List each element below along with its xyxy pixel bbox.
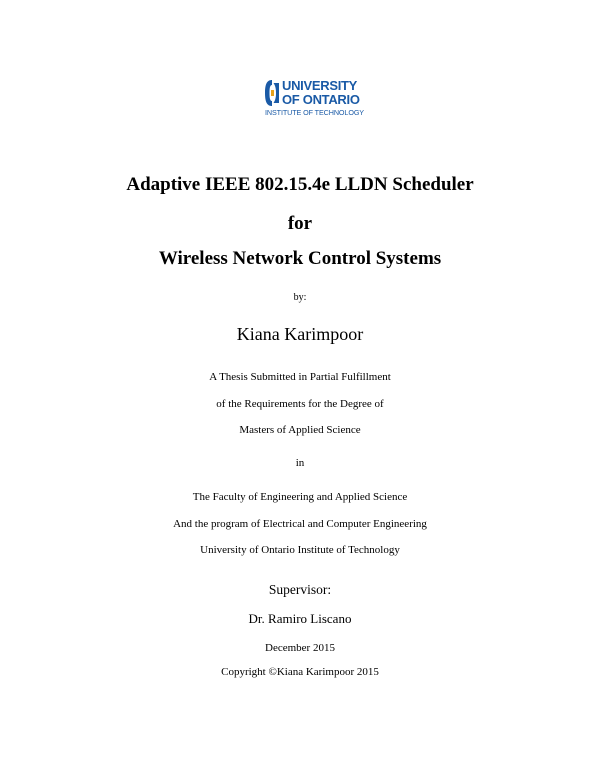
logo-text-university: UNIVERSITY: [282, 78, 358, 93]
faculty-line2: And the program of Electrical and Computer Engineering: [173, 518, 427, 530]
copyright-notice: Copyright ©Kiana Karimpoor 2015: [221, 666, 379, 678]
supervisor-name: Dr. Ramiro Liscano: [248, 611, 352, 626]
faculty-line1: The Faculty of Engineering and Applied Science: [192, 491, 408, 503]
logo-text-institute: INSTITUTE OF TECHNOLOGY: [265, 108, 364, 117]
by-label: by:: [293, 292, 307, 303]
faculty-line3: University of Ontario Institute of Technology: [200, 544, 400, 556]
university-shield-icon: [265, 80, 279, 106]
degree-name: Masters of Applied Science: [239, 424, 361, 436]
author-name: Kiana Karimpoor: [236, 324, 364, 344]
thesis-title-line2: for: [287, 213, 313, 234]
supervisor-label: Supervisor:: [268, 582, 332, 597]
submission-line1: A Thesis Submitted in Partial Fulfillment: [209, 371, 391, 383]
thesis-title-line3: Wireless Network Control Systems: [158, 248, 442, 269]
university-logo: [265, 78, 375, 122]
thesis-title-line1: Adaptive IEEE 802.15.4e LLDN Scheduler: [126, 174, 474, 195]
submission-date: December 2015: [265, 642, 335, 654]
submission-line2: of the Requirements for the Degree of: [216, 398, 384, 410]
logo-text-of-ontario: OF ONTARIO: [282, 92, 360, 107]
in-label: in: [295, 457, 305, 469]
